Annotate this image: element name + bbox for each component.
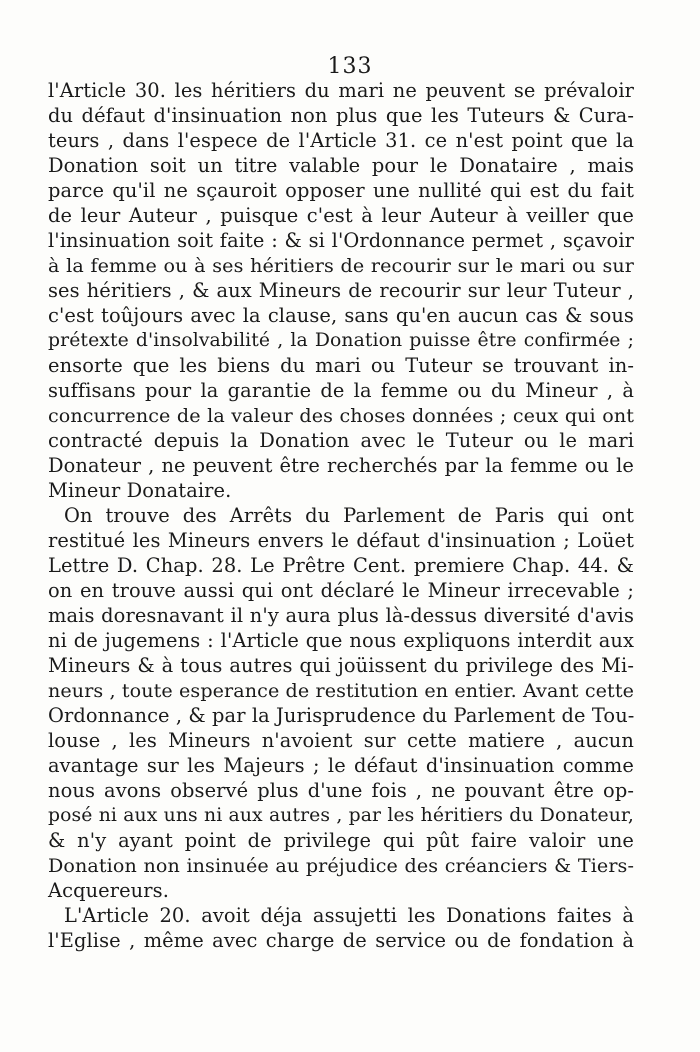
text-line: teurs , dans l'espece de l'Article 31. ce n'est point que la	[48, 129, 634, 152]
text-line: Mineur Donataire.	[48, 479, 232, 502]
text-line: concurrence de la valeur des choses données ; ceux qui ont	[48, 404, 634, 427]
text-line: du défaut d'insinuation non plus que les Tuteurs & Cura-	[48, 104, 634, 127]
body-text	[48, 78, 634, 953]
text-line: Mineurs & à tous autres qui joüissent du privilege des Mi-	[48, 654, 634, 677]
text-line: ni de jugemens : l'Article que nous expliquons interdit aux	[48, 629, 634, 652]
text-line: restitué les Mineurs envers le défaut d'insinuation ; Loüet	[48, 529, 634, 552]
text-line: prétexte d'insolvabilité , la Donation puisse être confirmée ;	[48, 330, 634, 351]
text-line: à la femme ou à ses héritiers de recourir sur le mari ou sur	[48, 254, 634, 277]
text-line: Ordonnance , & par la Jurisprudence du Parlement de Tou-	[48, 704, 635, 727]
text-line: louse , les Mineurs n'avoient sur cette matiere , aucun	[48, 729, 634, 752]
text-line: Lettre D. Chap. 28. Le Prêtre Cent. premiere Chap. 44. &	[48, 554, 634, 577]
text-line: Acquereurs.	[48, 879, 169, 902]
text-line: l'insinuation soit faite : & si l'Ordonnance permet , sçavoir	[48, 229, 634, 252]
text-line: ses héritiers , & aux Mineurs de recourir sur leur Tuteur ,	[48, 279, 634, 302]
text-line: posé ni aux uns ni aux autres , par les héritiers du Donateur,	[48, 805, 634, 826]
text-line: l'Eglise , même avec charge de service ou de fondation à	[48, 929, 634, 952]
text-line: parce qu'il ne sçauroit opposer une nullité qui est du fait	[48, 179, 634, 202]
text-line: Donateur , ne peuvent être recherchés par la femme ou le	[48, 454, 634, 477]
text-line: neurs , toute esperance de restitution en entier. Avant cette	[48, 679, 634, 702]
text-line: mais doresnavant il n'y aura plus là-dessus diversité d'avis	[48, 604, 634, 627]
page-number: 133	[327, 54, 373, 79]
text-line: c'est toûjours avec la clause, sans qu'en aucun cas & sous	[48, 304, 634, 327]
text-line: nous avons observé plus d'une fois , ne pouvant être op-	[48, 779, 634, 802]
text-line: on en trouve aussi qui ont déclaré le Mineur irrecevable ;	[48, 579, 634, 602]
text-line: & n'y ayant point de privilege qui pût faire valoir une	[48, 829, 634, 852]
text-line: On trouve des Arrêts du Parlement de Paris qui ont	[64, 504, 634, 527]
text-line: L'Article 20. avoit déja assujetti les Donations faites à	[64, 904, 634, 927]
text-line: l'Article 30. les héritiers du mari ne peuvent se prévaloir	[48, 79, 634, 102]
text-line: ensorte que les biens du mari ou Tuteur se trouvant in-	[48, 354, 634, 377]
text-line: suffisans pour la garantie de la femme ou du Mineur , à	[48, 379, 634, 402]
text-line: contracté depuis la Donation avec le Tuteur ou le mari	[48, 429, 634, 452]
text-line: de leur Auteur , puisque c'est à leur Auteur à veiller que	[48, 204, 634, 227]
text-line: Donation non insinuée au préjudice des créanciers & Tiers-	[48, 854, 634, 877]
text-line: avantage sur les Majeurs ; le défaut d'insinuation comme	[48, 754, 634, 777]
text-line: Donation soit un titre valable pour le Donataire , mais	[48, 154, 634, 177]
